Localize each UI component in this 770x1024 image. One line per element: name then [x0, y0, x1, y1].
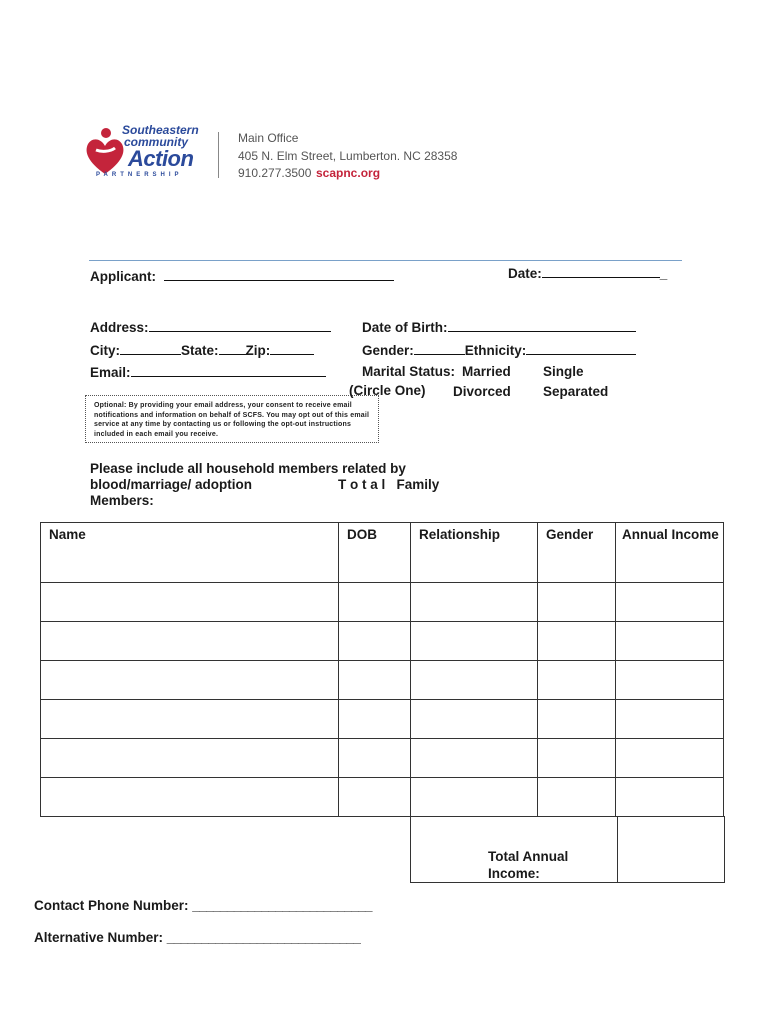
marital-option-divorced[interactable]: Divorced — [453, 384, 511, 399]
office-website[interactable]: scapnc.org — [316, 166, 381, 180]
name-cell[interactable] — [41, 661, 339, 700]
total-annual-label-line2: Income: — [488, 866, 540, 881]
dob-cell[interactable] — [339, 700, 411, 739]
column-header-dob: DOB — [339, 523, 411, 583]
column-header-gender: Gender — [538, 523, 616, 583]
header-rule — [89, 260, 682, 261]
date-label: Date: — [508, 266, 542, 281]
logo-line-partnership: PARTNERSHIP — [96, 172, 183, 178]
applicant-field[interactable] — [164, 268, 394, 281]
gender-field[interactable] — [414, 342, 465, 355]
city-field[interactable] — [120, 342, 181, 355]
income-cell[interactable] — [616, 622, 724, 661]
gender-ethnicity-row — [362, 342, 636, 358]
marital-status-label: Marital Status: — [362, 364, 456, 379]
relationship-cell[interactable] — [411, 700, 538, 739]
state-field[interactable] — [219, 342, 246, 355]
table-row — [41, 661, 724, 700]
name-cell[interactable] — [41, 739, 339, 778]
heart-person-icon — [84, 128, 126, 178]
email-row — [90, 364, 326, 380]
date-field[interactable] — [542, 265, 660, 278]
total-family-label: T o t a l Family — [338, 477, 440, 492]
address-label: Address: — [90, 320, 149, 335]
city-label: City: — [90, 343, 120, 358]
gender-cell[interactable] — [538, 622, 616, 661]
logo-line-action: Action — [128, 146, 194, 171]
alternative-number-row — [34, 930, 360, 945]
logo-divider — [218, 132, 219, 178]
gender-label: Gender: — [362, 343, 414, 358]
dob-field[interactable] — [448, 319, 636, 332]
column-header-name: Name — [41, 523, 339, 583]
city-state-zip-row — [90, 342, 314, 358]
marital-option-married[interactable]: Married — [462, 364, 511, 379]
logo-line-southeastern: Southeastern — [122, 123, 199, 137]
relationship-cell[interactable] — [411, 583, 538, 622]
total-income-value-field[interactable] — [618, 816, 724, 882]
email-optional-note-box — [85, 395, 379, 443]
address-field[interactable] — [149, 319, 331, 332]
relationship-cell[interactable] — [411, 622, 538, 661]
column-header-relationship: Relationship — [411, 523, 538, 583]
ethnicity-field[interactable] — [526, 342, 636, 355]
table-row — [41, 739, 724, 778]
marital-option-single[interactable]: Single — [543, 364, 584, 379]
table-row — [41, 622, 724, 661]
table-header-row — [41, 523, 724, 583]
email-optional-note: Optional: By providing your email address, your consent to receive email notifications and information on behalf of SCFS. You may opt out of this email service at any time by contacting us or following the opt-out instructions included in each email you receive. — [94, 402, 370, 438]
office-title: Main Office — [238, 131, 299, 145]
state-label: State: — [181, 343, 219, 358]
members-label: Members: — [90, 493, 154, 508]
gender-cell[interactable] — [538, 700, 616, 739]
household-members-table — [40, 522, 724, 817]
dob-row — [362, 319, 636, 335]
zip-field[interactable] — [270, 342, 314, 355]
name-cell[interactable] — [41, 778, 339, 817]
marital-option-separated[interactable]: Separated — [543, 384, 609, 399]
total-annual-income-box — [410, 816, 725, 883]
relationship-cell[interactable] — [411, 739, 538, 778]
gender-cell[interactable] — [538, 739, 616, 778]
contact-phone-label: Contact Phone Number: — [34, 898, 189, 913]
name-cell[interactable] — [41, 622, 339, 661]
dob-cell[interactable] — [339, 583, 411, 622]
dob-cell[interactable] — [339, 661, 411, 700]
table-row — [41, 778, 724, 817]
zip-label: Zip: — [245, 343, 271, 358]
contact-phone-row — [34, 898, 372, 913]
date-row — [508, 265, 667, 281]
household-intro-line1: Please include all household members related by — [90, 461, 406, 476]
ethnicity-label: Ethnicity: — [464, 343, 527, 358]
contact-phone-field[interactable]: __________________________ — [192, 898, 372, 913]
applicant-label: Applicant: — [90, 269, 156, 284]
address-row — [90, 319, 331, 335]
gender-cell[interactable] — [538, 778, 616, 817]
total-annual-label-line1: Total Annual — [488, 849, 569, 864]
dob-cell[interactable] — [339, 778, 411, 817]
gender-cell[interactable] — [538, 661, 616, 700]
applicant-row — [90, 268, 394, 284]
name-cell[interactable] — [41, 583, 339, 622]
income-cell[interactable] — [616, 739, 724, 778]
dob-cell[interactable] — [339, 739, 411, 778]
dob-cell[interactable] — [339, 622, 411, 661]
office-address: 405 N. Elm Street, Lumberton. NC 28358 — [238, 149, 458, 163]
income-cell[interactable] — [616, 778, 724, 817]
relationship-cell[interactable] — [411, 778, 538, 817]
income-cell[interactable] — [616, 661, 724, 700]
email-label: Email: — [90, 365, 131, 380]
income-cell[interactable] — [616, 700, 724, 739]
alternative-number-field[interactable]: ____________________________ — [166, 930, 361, 945]
logo-line-community: community — [124, 135, 189, 149]
date-suffix: _ — [659, 266, 668, 281]
marital-circle-one: (Circle One) — [349, 383, 426, 398]
table-row — [41, 583, 724, 622]
table-row — [41, 700, 724, 739]
email-field[interactable] — [131, 364, 326, 377]
alternative-number-label: Alternative Number: — [34, 930, 164, 945]
name-cell[interactable] — [41, 700, 339, 739]
column-header-annual-income: Annual Income — [616, 523, 724, 583]
organization-logo — [84, 124, 209, 184]
gender-cell[interactable] — [538, 583, 616, 622]
income-cell[interactable] — [616, 583, 724, 622]
household-intro-line2: blood/marriage/ adoption — [90, 477, 253, 492]
relationship-cell[interactable] — [411, 661, 538, 700]
dob-label: Date of Birth: — [362, 320, 448, 335]
office-phone: 910.277.3500 — [238, 166, 312, 180]
